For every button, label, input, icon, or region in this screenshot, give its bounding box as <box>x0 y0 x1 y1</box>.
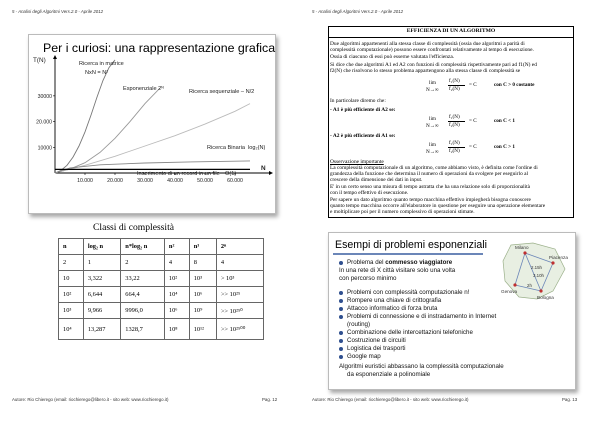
x-tick-label: 50.000 <box>197 178 213 184</box>
limit-symbol: lim <box>429 80 436 86</box>
table-cell: 4 <box>216 255 263 271</box>
bullet-a1: - A1 è più efficiente di A2 se: <box>330 107 396 113</box>
paragraph-line: complessità computazionale) possono essere confrontati relativamente al tempo di esecuzione. <box>330 47 534 53</box>
fraction-denominator: f₂(N) <box>449 122 460 128</box>
title-divider <box>329 37 573 38</box>
slide-title: Esempi di problemi esponenziali <box>335 239 487 251</box>
x-axis-arrow <box>269 171 273 175</box>
x-tick-label: 40.000 <box>167 178 183 184</box>
col-header: n² <box>164 239 189 255</box>
condition: con C < 1 <box>494 118 515 124</box>
y-tick-label: 10000 <box>37 145 52 152</box>
city-label: Milano <box>515 245 529 250</box>
graph-title: Per i curiosi: una rappresentazione grafica <box>43 41 276 55</box>
y-axis-label: T(N) <box>33 57 46 64</box>
table-cell: 664,4 <box>121 287 165 303</box>
table-cell: 2 <box>121 255 165 271</box>
italy-map <box>493 239 573 309</box>
x-tick-label: 30.000 <box>137 178 153 184</box>
table-cell: 10⁸ <box>164 319 189 340</box>
y-tick-label: 20.000 <box>36 119 52 126</box>
table-row <box>59 271 264 287</box>
right-page <box>300 0 600 424</box>
table-cell: 6,644 <box>83 287 120 303</box>
slide-item-text: con percorso minimo <box>339 275 397 282</box>
table-cell: 10⁴ <box>59 319 84 340</box>
bullet-icon <box>339 315 343 319</box>
paragraph-line: Ossia di ciascuno di essi può esserne valutata l'efficienza. <box>330 54 455 60</box>
page-number: Pag. 12 <box>262 397 278 402</box>
slide-list-item: Attacco informatico di forza bruta <box>347 305 438 312</box>
table-cell: 3,322 <box>83 271 120 287</box>
slide-list-item: Costruzione di circuiti <box>347 337 406 344</box>
limit-subscript: N→∞ <box>426 149 439 155</box>
table-row <box>59 287 264 303</box>
paragraph-line: Due algoritmi appartenenti alla stessa classe di complessità (ossia due algoritmi a parità di <box>330 41 525 47</box>
paragraph-line: Per sapere un dato algoritmo quanto tempo macchina effettivo impiegherà bisogna conoscere <box>330 197 531 203</box>
table-cell: 13,287 <box>83 319 120 340</box>
fraction-denominator: f₂(N) <box>449 86 460 92</box>
table-cell: 10² <box>164 271 189 287</box>
limit-subscript: N→∞ <box>426 123 439 129</box>
distance-label: 3.10h <box>533 273 544 278</box>
paragraph-line: e moltiplicare poi per il numero complessivo di operazioni stimate. <box>330 209 475 215</box>
equals-c: = C <box>469 118 477 124</box>
paragraph-line: con il tempo effettivo di esecuzione. <box>330 190 409 196</box>
table-cell: 1 <box>83 255 120 271</box>
table-cell: 9,966 <box>83 303 120 319</box>
fraction-numerator: f₁(N) <box>449 114 460 120</box>
table-cell: 10 <box>59 271 84 287</box>
slide-list-item: Problemi con complessità computazionale n! <box>347 289 470 296</box>
slide-item-tsp <box>347 259 452 266</box>
bullet-icon <box>339 331 343 335</box>
col-header: n*log₂ n <box>121 239 165 255</box>
page-footer: Autore: Rio Chierego (email: riochierego@libero.it - sito web: www.riochierego.it) <box>12 397 169 402</box>
fraction-numerator: f₁(N) <box>449 140 460 146</box>
label-exponential: Esponenziale 2ᴺ <box>123 86 164 92</box>
slide-list-item: Combinazione delle intercettazioni telefoniche <box>347 329 473 336</box>
x-tick-label: 10.000 <box>77 178 93 184</box>
paragraph-line: Si dice che due algoritmi A1 ed A2 con funzioni di complessità rispettivamente pari ad f1(N) ed <box>330 62 537 68</box>
table-cell: 10³ <box>59 303 84 319</box>
distance-label: 2h <box>527 283 532 288</box>
label-log: log₂(N) <box>248 145 266 151</box>
slide-list-item: (routing) <box>347 321 371 328</box>
table-row <box>59 303 264 319</box>
paragraph-line: E' in un certo senso una misura di tempo astratta che ha una relazione solo di proporzionalità <box>330 184 531 190</box>
page-number: Pag. 13 <box>562 397 578 402</box>
page-footer: Autore: Rio Chierego (email: riochierego@libero.it - sito web: www.riochierego.it) <box>312 397 469 402</box>
paragraph-line: quanto tempo macchina occorre all'elaboratore in questione per eseguire una operazione elementare <box>330 203 546 209</box>
series-line <box>55 60 115 173</box>
distance-label: 2.15h <box>531 265 542 270</box>
bullet-icon <box>339 261 343 265</box>
label-o1: O(1) <box>225 171 237 177</box>
table-cell: 10⁴ <box>164 287 189 303</box>
efficiency-box <box>328 26 574 218</box>
bullet-a2: - A2 è più efficiente di A1 se: <box>330 133 396 139</box>
table-cell: 9996,0 <box>121 303 165 319</box>
equals-c: = C <box>469 144 477 150</box>
bullet-icon <box>339 347 343 351</box>
x-axis-label: N <box>261 165 266 172</box>
slide-item-text: In una rete di X città visitare solo una volta <box>339 267 456 274</box>
y-tick-label: 30000 <box>37 93 52 100</box>
slide-list-item: Problemi di connessione e di instradamento in Internet <box>347 313 497 320</box>
complexity-table <box>58 238 264 340</box>
limit-symbol: lim <box>429 116 436 122</box>
slide-panel <box>328 232 576 390</box>
label-binary: Ricerca Binaria <box>207 145 245 151</box>
y-axis-arrow <box>53 55 57 59</box>
table-cell: 1328,7 <box>121 319 165 340</box>
table-cell: 10⁹ <box>189 303 216 319</box>
bullet-icon <box>339 291 343 295</box>
city-label: Piacenza <box>549 255 568 260</box>
limit-symbol: lim <box>429 142 436 148</box>
col-header: 2ⁿ <box>216 239 263 255</box>
condition: con C > 0 costante <box>494 82 535 88</box>
x-tick-label: 60.000 <box>227 178 243 184</box>
limit-subscript: N→∞ <box>426 87 439 93</box>
col-header: n <box>59 239 84 255</box>
table-cell: 10⁶ <box>164 303 189 319</box>
fraction-numerator: f₁(N) <box>449 78 460 84</box>
table-header-row <box>59 239 264 255</box>
city-label: Bologna <box>537 295 554 300</box>
table-cell: >> 10²⁵⁰⁰ <box>216 319 263 340</box>
table-cell: 10² <box>59 287 84 303</box>
page-header: 5 - Analisi degli Algoritmi Vers.2.0 - Aprile 2012 <box>12 9 104 14</box>
fraction-denominator: f₂(N) <box>449 148 460 154</box>
table-cell: 2 <box>59 255 84 271</box>
title-underline <box>333 253 483 255</box>
table-row <box>59 255 264 271</box>
paragraph-line: f2(N) che risolvono lo stesso problema appartengono alla stessa classe di complessità se <box>330 68 521 74</box>
label-insert: Inserimento di un record in un file <box>137 171 220 177</box>
table-cell: 4 <box>164 255 189 271</box>
table-cell: 10⁶ <box>189 287 216 303</box>
table-cell: 10³ <box>189 271 216 287</box>
table-cell: >> 10²⁵⁰ <box>216 303 263 319</box>
page-header: 5 - Analisi degli Algoritmi Vers.2.0 - Aprile 2012 <box>312 9 404 14</box>
equals-c: = C <box>469 82 477 88</box>
table-title: Classi di complessità <box>93 222 175 233</box>
paragraph-line: grandezza della funzione che determina il numero di operazioni da svolgere per eseguirlo al <box>330 171 529 177</box>
efficiency-title: EFFICIENZA DI UN ALGORITMO <box>406 28 496 34</box>
paragraph-line: crescere della dimensione dei dati in input. <box>330 177 423 183</box>
bullet-icon <box>339 355 343 359</box>
slide-list-item: Google map <box>347 353 381 360</box>
x-tick-label: 20.000 <box>107 178 123 184</box>
bullet-icon <box>339 307 343 311</box>
graph-panel <box>28 34 276 214</box>
table-cell: > 10³ <box>216 271 263 287</box>
label-matrix-formula: NxN = N² <box>85 70 109 76</box>
paragraph-line: La complessità computazionale di un algoritmo, come abbiamo visto, è definita come l'ordine di <box>330 165 538 171</box>
condition: con C > 1 <box>494 144 515 150</box>
city-label: Genova <box>501 289 518 294</box>
label-sequential: Ricerca sequenziale – N/2 <box>189 89 255 95</box>
label-matrix: Ricerca in matrice <box>79 61 124 67</box>
bullet-icon <box>339 299 343 303</box>
observation-heading: Osservazione importante <box>330 159 384 165</box>
table-cell: 10¹² <box>189 319 216 340</box>
table-cell: >> 10²⁵ <box>216 287 263 303</box>
slide-footnote: Algoritmi euristici abbassano la complessità computazionale <box>339 363 504 370</box>
table-cell: 8 <box>189 255 216 271</box>
paragraph-line: In particolare diremo che: <box>330 98 386 104</box>
slide-footnote: da esponenziale a polinomiale <box>347 371 431 378</box>
slide-list-item: Rompere una chiave di crittografia <box>347 297 442 304</box>
col-header: n³ <box>189 239 216 255</box>
table-row <box>59 319 264 340</box>
col-header: log₂ n <box>83 239 120 255</box>
table-cell: 33,22 <box>121 271 165 287</box>
complexity-chart <box>29 35 275 213</box>
bullet-icon <box>339 339 343 343</box>
tsp-text: Problema del commesso viaggiatore <box>347 259 453 266</box>
slide-list-item: Logistica dei trasporti <box>347 345 406 352</box>
